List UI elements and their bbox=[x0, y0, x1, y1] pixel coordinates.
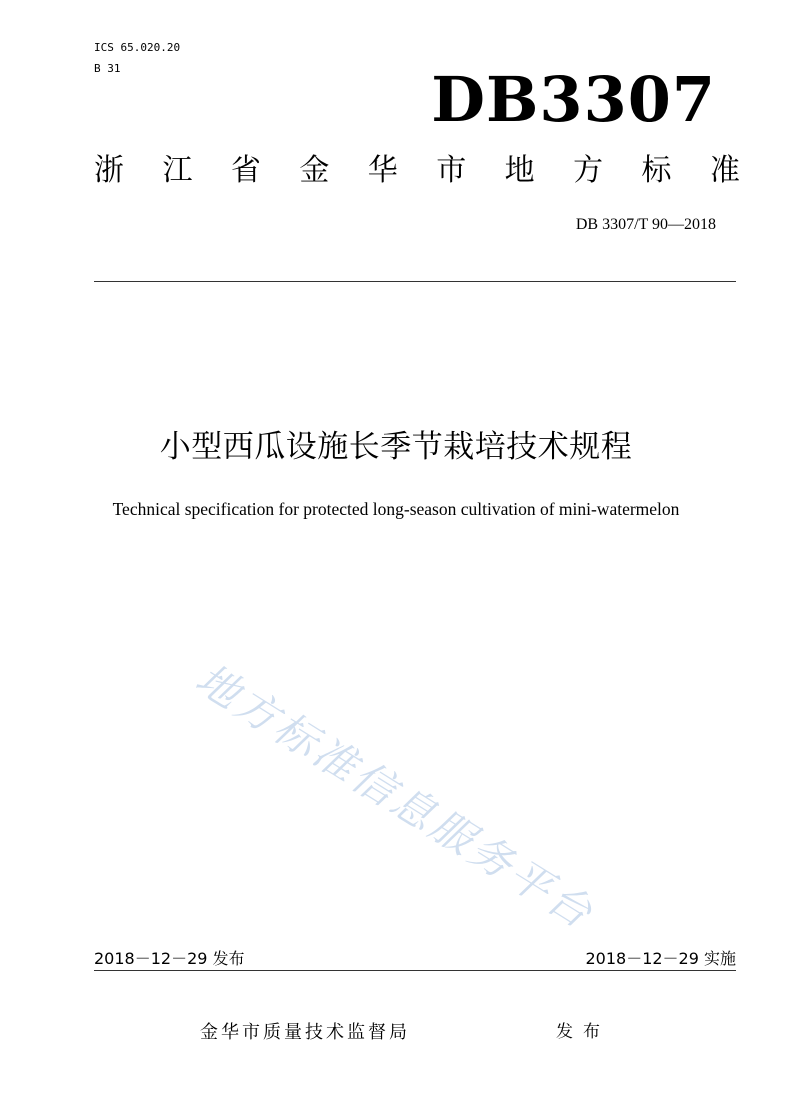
standard-type-char: 地 bbox=[504, 153, 535, 188]
standard-type-char: 金 bbox=[299, 153, 330, 188]
document-title-chinese: 小型西瓜设施长季节栽培技术规程 bbox=[159, 429, 633, 465]
watermark: 地方标准信息服务平台 bbox=[187, 653, 604, 940]
ccs-code: B 31 bbox=[94, 62, 121, 75]
document-title-english: Technical specification for protected long-season cultivation of mini-watermelon bbox=[112, 499, 680, 519]
top-divider bbox=[94, 281, 736, 282]
publisher-name: 金华市质量技术监督局 bbox=[200, 1022, 410, 1043]
implementation-date: 2018－12－29 实施 bbox=[585, 949, 736, 968]
standard-type-char: 方 bbox=[573, 153, 604, 188]
standard-type-char: 标 bbox=[641, 153, 672, 188]
standard-type bbox=[94, 150, 740, 192]
bottom-divider bbox=[94, 970, 736, 971]
standard-type-char: 省 bbox=[230, 153, 261, 188]
standard-number: DB 3307/T 90—2018 bbox=[575, 216, 716, 233]
publish-label: 发布 bbox=[556, 1022, 610, 1042]
standard-type-char: 市 bbox=[436, 153, 467, 188]
standard-type-char: 华 bbox=[367, 153, 398, 188]
issue-date: 2018－12－29 发布 bbox=[94, 949, 245, 968]
standard-type-char: 江 bbox=[162, 153, 193, 188]
standard-logo: DB3307 bbox=[431, 63, 716, 136]
ics-code: ICS 65.020.20 bbox=[94, 41, 181, 54]
standard-type-char: 准 bbox=[709, 153, 740, 188]
standard-type-char: 浙 bbox=[94, 153, 124, 188]
